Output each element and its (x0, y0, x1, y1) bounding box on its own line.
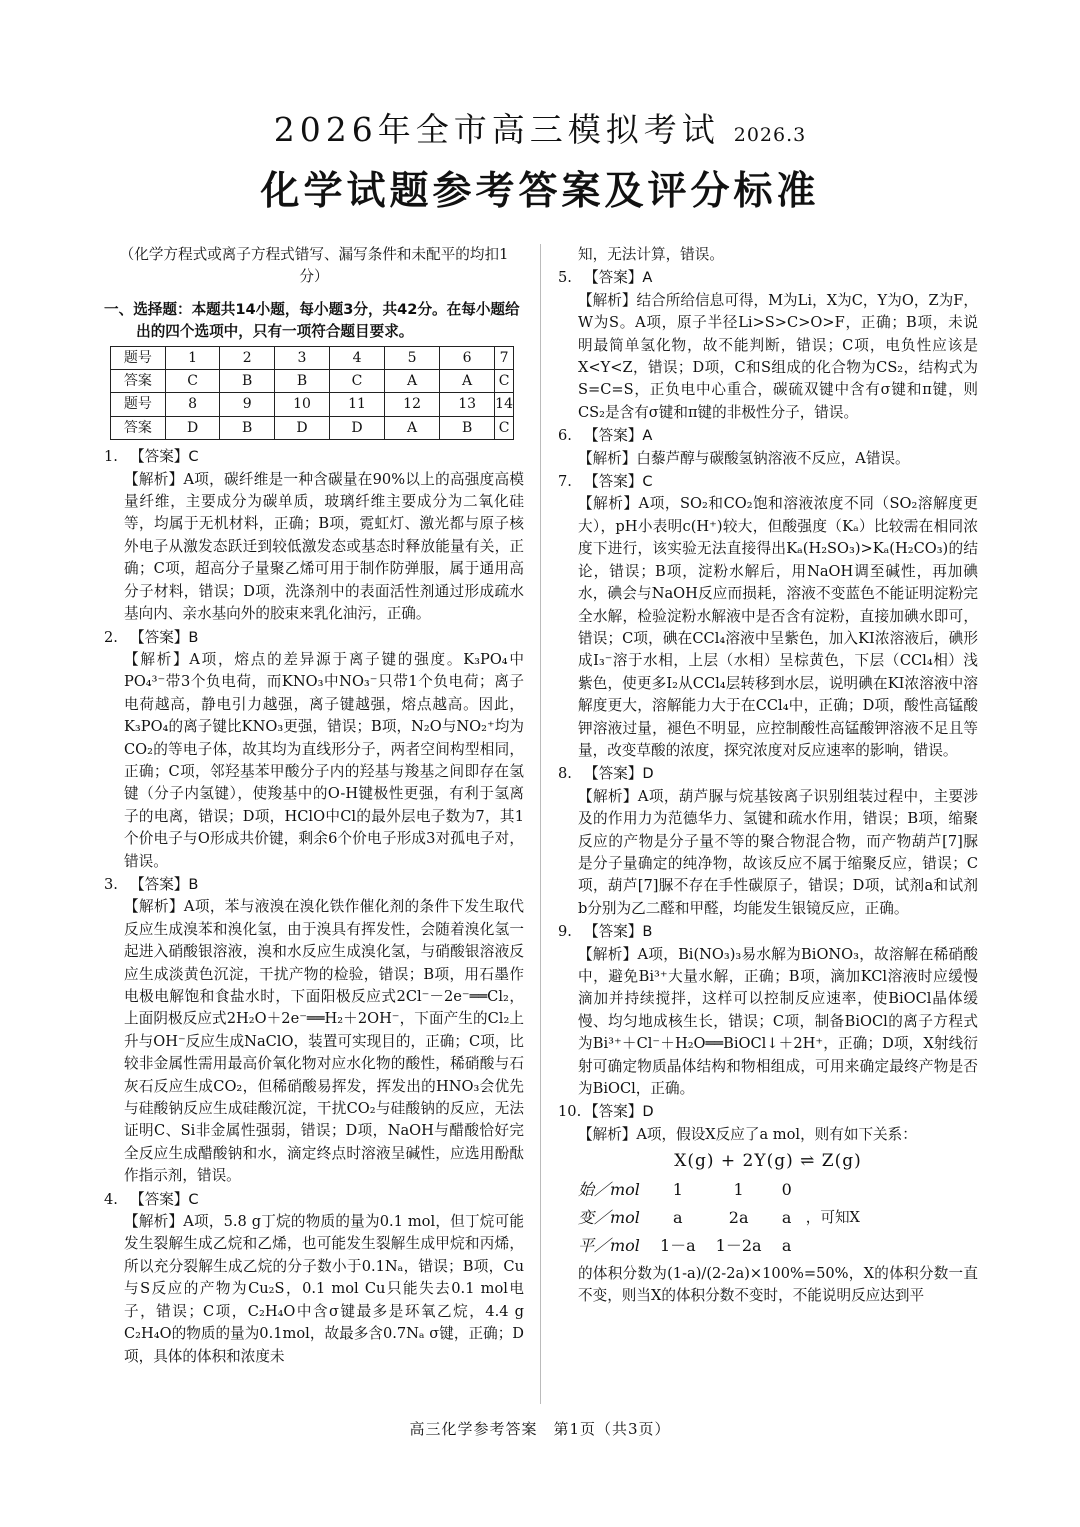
row-label-num: 题号 (111, 346, 166, 369)
question-number: 5. (558, 269, 572, 287)
question-item (558, 425, 978, 470)
explanation: 【解析】A项，熔点的差异源于离子键的强度。K₃PO₄中PO₄³⁻带3个负电荷，而KNO₃中NO₃⁻只带1个负电荷；离子电荷越高，静电引力越强，离子键越强，熔点越高。因此，K₃PO₄的离子键比KNO₃更强，错误；B项，N₂O与NO₂⁺均为CO₂的等电子体，故其均为直线形分子，两者空间构型相同，正确；C项，邻羟基苯甲酸分子内的羟基与羧基之间即存在氢键（分子内氢键），使羧基中的O-H键极性更强，有利于氢离子的电离，错误；D项，HClO中Cl的最外层电子数为7，其1个价电子与O形成共价键，剩余6个价电子形成3对孤电子对，错误。 (124, 650, 524, 870)
answer-cell: D (330, 416, 385, 439)
ice-row (578, 1233, 802, 1261)
ice-x-value: 1 (672, 1180, 683, 1200)
answer-table (110, 346, 514, 441)
answer-label: 【答案】B (584, 923, 653, 941)
answer-cell: B (220, 416, 275, 439)
question-number-cell: 3 (274, 346, 329, 369)
ice-row (578, 1205, 802, 1233)
question-number: 9. (558, 923, 572, 941)
question-number: 7. (558, 473, 572, 491)
ice-z-value: 0 (781, 1180, 792, 1200)
explanation: 【解析】A项，碳纤维是一种含碳量在90%以上的高强度高模量纤维，主要成分为碳单质，玻璃纤维主要成分为二氧化硅等，均属于无机材料，正确；B项，霓虹灯、激光都与原子核外电子从激发态跃迁到较低激发态或基态时释放能量有关，正确；C项，超高分子量聚乙烯可用于制作防弹服，属于通用高分子材料，错误；D项，洗涤剂中的表面活性剂通过形成疏水基向内、亲水基向外的胶束来乳化油污，正确。 (124, 470, 524, 623)
answer-cell: C (330, 370, 385, 393)
answer-label: 【答案】A (584, 269, 653, 287)
explanation: 【解析】白藜芦醇与碳酸氢钠溶液不反应，A错误。 (578, 449, 910, 467)
table-row (111, 346, 514, 369)
question-answer-line (558, 425, 978, 447)
question-number-cell: 4 (330, 346, 385, 369)
question-answer-line (104, 446, 524, 468)
answer-label: 【答案】C (130, 1190, 199, 1208)
answer-cell: C (165, 370, 220, 393)
question-number-cell: 5 (385, 346, 440, 369)
question-answer-line (558, 921, 978, 943)
question-item (104, 446, 524, 625)
ice-row (578, 1177, 802, 1205)
ice-x-value: 1－a (659, 1236, 696, 1256)
exam-date: 2026.3 (733, 124, 807, 146)
answer-label: 【答案】B (130, 628, 199, 646)
ice-x-value: a (673, 1208, 683, 1228)
table-row (111, 393, 514, 416)
question-answer-line (104, 874, 524, 896)
question-number: 1. (104, 448, 118, 466)
exam-title (0, 108, 1080, 157)
page-footer: 高三化学参考答案 第1页（共3页） (409, 1420, 671, 1438)
answer-label: 【答案】B (130, 875, 199, 893)
question-number-cell: 14 (495, 393, 514, 416)
question-number-cell: 6 (440, 346, 495, 369)
explanation: 【解析】结合所给信息可得，M为Li，X为C，Y为O，Z为F，W为S。A项，原子半径Li>S>C>O>F，正确；B项，未说明最简单氢化物，故不能判断，错误；C项，电负性应该是X<Y<Z，错误；D项，C和S组成的化合物为CS₂，结构式为S=C=S，正负电中心重合，碳硫双键中含有σ键和π键，则CS₂是含有σ键和π键的非极性分子，错误。 (578, 291, 978, 421)
ice-z-value: a (781, 1236, 792, 1256)
ice-row-label: 始／mol (578, 1180, 640, 1200)
answer-cell: A (385, 370, 440, 393)
question-item (558, 1101, 978, 1146)
ice-row-label: 平／mol (578, 1236, 640, 1256)
question-answer-line (558, 267, 978, 289)
table-row (111, 370, 514, 393)
question-number-cell: 7 (495, 346, 514, 369)
question-item (558, 763, 978, 920)
question-number: 10. (558, 1103, 582, 1121)
question-item (104, 1189, 524, 1368)
question-number-cell: 2 (220, 346, 275, 369)
scoring-note: （化学方程式或离子方程式错写、漏写条件和未配平的均扣1分） (119, 246, 509, 286)
question-number: 3. (104, 875, 118, 893)
question-number-cell: 10 (274, 393, 329, 416)
question-answer-line (558, 763, 978, 785)
answer-cell: C (495, 416, 514, 439)
question-number: 6. (558, 427, 572, 445)
ice-row-label: 变／mol (578, 1208, 640, 1228)
question-number: 4. (104, 1190, 118, 1208)
ice-z-value: a (781, 1208, 792, 1228)
question-number: 8. (558, 765, 572, 783)
question-answer-line (104, 627, 524, 649)
right-column (558, 244, 978, 1307)
ice-y-value: 2a (728, 1208, 749, 1228)
question-item (104, 627, 524, 873)
question-answer-line (558, 1101, 978, 1123)
row-label-num: 题号 (111, 393, 166, 416)
left-question-list (104, 446, 524, 1368)
row-label-ans: 答案 (111, 416, 166, 439)
answer-cell: A (385, 416, 440, 439)
answer-cell: B (220, 370, 275, 393)
exam-title-text: 2026年全市高三模拟考试 (273, 110, 720, 149)
answer-cell: D (165, 416, 220, 439)
ice-table-wrap (558, 1175, 978, 1263)
explanation: 【解析】A项，Bi(NO₃)₃易水解为BiONO₃，故溶解在稀硝酸中，避免Bi³⁺大量水解，正确；B项，滴加KCl溶液时应缓慢滴加并持续搅拌，这样可以控制反应速率，使BiOCl晶体缓慢、均匀地成核生长，错误；C项，制备BiOCl的离子方程式为Bi³⁺＋Cl⁻＋H₂O══BiOCl↓＋2H⁺，正确；D项，X射线衍射可确定物质晶体结构和物相组成，可用来确定最终产物是否为BiOCl，正确。 (578, 945, 978, 1098)
question-item (104, 874, 524, 1188)
answer-label: 【答案】D (584, 1103, 654, 1121)
question-item (558, 471, 978, 762)
ice-table (578, 1177, 802, 1261)
right-question-list (558, 267, 978, 1146)
answer-cell: C (495, 370, 514, 393)
section-heading: 一、选择题：本题共14小题，每小题3分，共42分。在每小题给出的四个选项中，只有一项符合题目要求。 (104, 300, 520, 341)
question-answer-line (558, 471, 978, 493)
question-number-cell: 9 (220, 393, 275, 416)
question-number-cell: 11 (330, 393, 385, 416)
explanation: 【解析】A项，假设X反应了a mol，则有如下关系： (578, 1125, 917, 1143)
question-answer-line (104, 1189, 524, 1211)
question-number-cell: 8 (165, 393, 220, 416)
answer-cell: B (274, 370, 329, 393)
explanation: 【解析】A项，5.8 g丁烷的物质的量为0.1 mol，但丁烷可能发生裂解生成乙烷和乙烯，也可能发生裂解生成甲烷和丙烯，所以充分裂解生成乙烷的分子数小于0.1Nₐ，错误；B项，Cu与S反应的产物为Cu₂S，0.1 mol Cu只能失去0.1 mol电子，错误；C项，C₂H₄O中含σ键最多是环氧乙烷，4.4 g C₂H₄O的物质的量为0.1mol，故最多含0.7Nₐ σ键，正确；D项，具体的体积和浓度未 (124, 1213, 524, 1365)
answer-label: 【答案】D (584, 765, 654, 783)
explanation: 【解析】A项，苯与液溴在溴化铁作催化剂的条件下发生取代反应生成溴苯和溴化氢，由于溴具有挥发性，会随着溴化氢一起进入硝酸银溶液，溴和水反应生成溴化氢，与硝酸银溶液反应生成淡黄色沉淀，干扰产物的检验，错误；B项，用石墨作电极电解饱和食盐水时，下面阳极反应式2Cl⁻－2e⁻══Cl₂，上面阴极反应式2H₂O＋2e⁻══H₂＋2OH⁻，下面产生的Cl₂上升与OH⁻反应生成NaClO，装置可实现目的，正确；C项，比较非金属性需用最高价氧化物对应水化物的酸性，稀硝酸与石灰石反应生成CO₂，但稀硝酸易挥发，挥发出的HNO₃会优先与硅酸钠反应生成硅酸沉淀，干扰CO₂与硅酸钠的反应，无法证明C、Si非金属性强弱，错误；D项，NaOH与醋酸恰好完全反应生成醋酸钠和水，滴定终点时溶液呈碱性，应选用酚酞作指示剂，错误。 (124, 898, 524, 1185)
continuation-text: 知，无法计算，错误。 (578, 246, 724, 263)
table-row (111, 416, 514, 439)
ice-side-text: ，可知X (805, 1209, 860, 1227)
question-number-cell: 13 (440, 393, 495, 416)
ice-y-value: 1 (733, 1180, 744, 1200)
reaction-equation: X(g) + 2Y(g) ⇌ Z(g) (674, 1151, 862, 1172)
question-number: 2. (104, 628, 118, 646)
doc-title: 化学试题参考答案及评分标准 (260, 169, 820, 214)
answer-cell: D (274, 416, 329, 439)
row-label-ans: 答案 (111, 370, 166, 393)
explanation: 【解析】A项，SO₂和CO₂饱和溶液浓度不同（SO₂溶解度更大），pH小表明c(H⁺)较大，但酸强度（Kₐ）比较需在相同浓度下进行，该实验无法直接得出Kₐ(H₂SO₃)>Kₐ(H₂CO₃)的结论，错误；B项，淀粉水解后，用NaOH调至碱性，再加碘水，碘会与NaOH反应而损耗，溶液不变蓝色不能证明淀粉完全水解，检验淀粉水解液中是否含有淀粉，直接加碘水即可，错误；C项，碘在CCl₄溶液中呈紫色，加入KI浓溶液后，碘形成I₃⁻溶于水相，上层（水相）呈棕黄色，下层（CCl₄相）浅紫色，使更多I₂从CCl₄层转移到水层，说明碘在KI浓溶液中溶解度更大，溶解能力大于在CCl₄中，正确；D项，酸性高锰酸钾溶液过量，褪色不明显，应控制酸性高锰酸钾溶液不足且等量，改变草酸的浓度，探究浓度对反应速率的影响，错误。 (578, 495, 978, 759)
explanation: 【解析】A项，葫芦脲与烷基铵离子识别组装过程中，主要涉及的作用力为范德华力、氢键和疏水作用，错误；B项，缩聚反应的产物是分子量不等的聚合物混合物，而产物葫芦[7]脲是分子量确定的纯净物，故该反应不属于缩聚反应，错误；C项，葫芦[7]脲不存在手性碳原子，错误；D项，试剂a和试剂b分别为乙二醛和甲醛，均能发生银镜反应，正确。 (578, 787, 978, 917)
answer-label: 【答案】A (584, 427, 653, 445)
answer-label: 【答案】C (130, 448, 199, 466)
question-item (558, 921, 978, 1100)
ice-y-value: 1－2a (715, 1236, 762, 1256)
left-column (104, 244, 524, 1368)
column-divider (540, 244, 541, 1404)
question-number-cell: 1 (165, 346, 220, 369)
answer-cell: A (440, 370, 495, 393)
question-number-cell: 12 (385, 393, 440, 416)
ice-conclusion: 的体积分数为(1-a)/(2-2a)×100%=50%，X的体积分数一直不变，则当X的体积分数不变时，不能说明反应达到平 (578, 1264, 978, 1305)
question-item (558, 267, 978, 424)
answer-cell: B (440, 416, 495, 439)
answer-label: 【答案】C (584, 473, 653, 491)
